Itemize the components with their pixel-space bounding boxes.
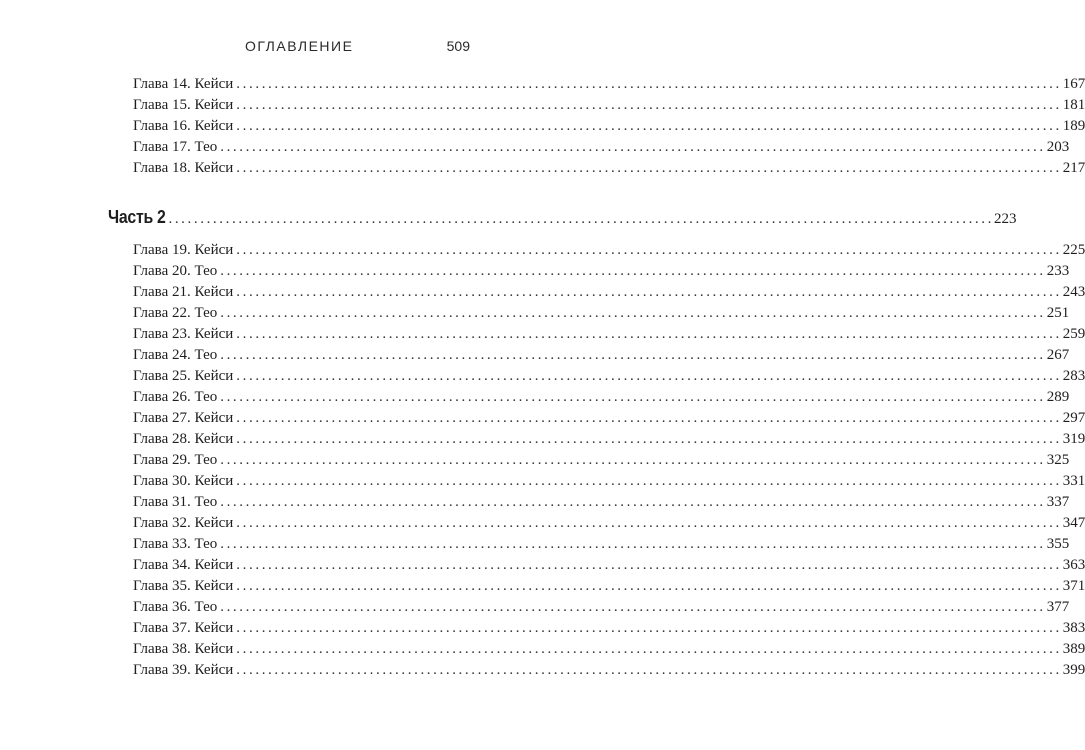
toc-entry-label: Глава 31. Тео xyxy=(133,494,218,510)
toc-entry-label: Глава 32. Кейси xyxy=(133,515,234,531)
toc-entry-page: 181 xyxy=(1062,97,1085,113)
toc-entry-label: Глава 26. Тео xyxy=(133,389,218,405)
toc-leader-dots: .................................................................................................................................. xyxy=(236,473,1062,489)
toc-entry-page: 267 xyxy=(1046,347,1070,363)
toc-entry-page: 363 xyxy=(1062,557,1085,573)
toc-entry-label: Глава 38. Кейси xyxy=(133,641,234,657)
toc-leader-dots: .................................................................................................................................. xyxy=(236,160,1062,176)
part-title: Часть 2 xyxy=(108,207,166,227)
toc-entry xyxy=(133,555,1085,575)
toc-entry xyxy=(133,639,1085,659)
toc-leader-dots: .................................................................................................................................. xyxy=(220,452,1046,468)
toc-leader-dots: .................................................................................................................................. xyxy=(236,662,1062,678)
toc-entry-page: 225 xyxy=(1062,242,1085,258)
toc-entry-page: 217 xyxy=(1062,160,1085,176)
toc-entry xyxy=(133,576,1085,596)
toc-entry-page: 259 xyxy=(1062,326,1085,342)
toc-leader-dots: .................................................................................................................................. xyxy=(236,620,1062,636)
toc-leader-dots: .................................................................................................................................. xyxy=(236,641,1062,657)
toc-entry xyxy=(133,303,1070,323)
toc-entry xyxy=(133,429,1085,449)
toc-entry xyxy=(133,387,1070,407)
toc-entry-page: 383 xyxy=(1062,620,1085,636)
toc-entry-page: 203 xyxy=(1046,139,1070,155)
toc-leader-dots: .................................................................................................................................. xyxy=(236,118,1062,134)
toc-entry xyxy=(133,366,1085,386)
toc-entry xyxy=(133,513,1085,533)
toc-entry-page: 289 xyxy=(1046,389,1070,405)
toc-leader-dots: .................................................................................................................................. xyxy=(236,578,1062,594)
toc-leader-dots: .................................................................................................................................. xyxy=(220,599,1046,615)
toc-entry-label: Глава 34. Кейси xyxy=(133,557,234,573)
toc-entry-label: Глава 30. Кейси xyxy=(133,473,234,489)
toc-entry-page: 389 xyxy=(1062,641,1085,657)
toc-entry-label: Глава 14. Кейси xyxy=(133,76,234,92)
running-head: ОГЛАВЛЕНИЕ xyxy=(245,38,354,54)
toc-leader-dots: .................................................................................................................................. xyxy=(236,557,1062,573)
toc-entry-page: 399 xyxy=(1062,662,1085,678)
toc-entry-page: 189 xyxy=(1062,118,1085,134)
toc-leader-dots: .................................................................................................................................. xyxy=(220,139,1046,155)
toc-entry-label: Глава 15. Кейси xyxy=(133,97,234,113)
toc-entry xyxy=(133,240,1085,260)
toc-entry-label: Глава 27. Кейси xyxy=(133,410,234,426)
toc-leader-dots: .................................................................................................................................. xyxy=(236,326,1062,342)
toc-entry-label: Глава 19. Кейси xyxy=(133,242,234,258)
toc-leader-dots: .................................................................................................................................. xyxy=(236,515,1062,531)
toc-entry-page: 331 xyxy=(1062,473,1085,489)
toc-entry-label: Глава 36. Тео xyxy=(133,599,218,615)
toc-entry xyxy=(133,116,1085,136)
toc-entry-label: Глава 25. Кейси xyxy=(133,368,234,384)
toc-entry-page: 283 xyxy=(1062,368,1085,384)
toc-entry-label: Глава 28. Кейси xyxy=(133,431,234,447)
toc-entry-page: 337 xyxy=(1046,494,1070,510)
toc-entry-label: Глава 29. Тео xyxy=(133,452,218,468)
toc-entry xyxy=(133,660,1085,680)
toc-entry xyxy=(133,618,1085,638)
toc-entry xyxy=(133,158,1085,178)
toc-entry-page: 325 xyxy=(1046,452,1070,468)
toc-entry-page: 319 xyxy=(1062,431,1085,447)
toc-leader-dots: .................................................................................................................................. xyxy=(220,494,1046,510)
toc-entry xyxy=(133,534,1070,554)
toc-entry-label: Глава 22. Тео xyxy=(133,305,218,321)
toc-entry xyxy=(133,492,1070,512)
toc-leader-dots: .................................................................................................................................. xyxy=(220,347,1046,363)
page-number: 509 xyxy=(446,38,470,54)
toc-entry xyxy=(133,345,1070,365)
part-page: 223 xyxy=(993,211,1017,227)
toc-entry xyxy=(133,261,1070,281)
toc-entry-page: 243 xyxy=(1062,284,1085,300)
toc-leader-dots: .................................................................................................................................. xyxy=(236,242,1062,258)
toc-entry-label: Глава 16. Кейси xyxy=(133,118,234,134)
toc-entry-label: Глава 24. Тео xyxy=(133,347,218,363)
toc-entry-label: Глава 37. Кейси xyxy=(133,620,234,636)
toc-entry xyxy=(133,408,1085,428)
toc-entry xyxy=(133,137,1070,157)
toc-entry-page: 347 xyxy=(1062,515,1085,531)
toc-entry xyxy=(133,450,1070,470)
toc-entry-label: Глава 35. Кейси xyxy=(133,578,234,594)
toc-entry xyxy=(133,95,1085,115)
toc-leader-dots: .................................................................................................................................. xyxy=(220,305,1046,321)
toc-entry xyxy=(133,74,1085,94)
toc-entry xyxy=(133,597,1070,617)
toc-leader-dots: .................................................................................................................................. xyxy=(236,368,1062,384)
toc-entry-label: Глава 23. Кейси xyxy=(133,326,234,342)
toc-entry-page: 297 xyxy=(1062,410,1085,426)
toc-leader-dots: .................................................................................................................................. xyxy=(236,284,1062,300)
toc-entry-label: Глава 20. Тео xyxy=(133,263,218,279)
toc-entry-label: Глава 18. Кейси xyxy=(133,160,234,176)
toc-entry-label: Глава 33. Тео xyxy=(133,536,218,552)
toc-entry-label: Глава 21. Кейси xyxy=(133,284,234,300)
toc-entry xyxy=(133,471,1085,491)
toc-entry-page: 167 xyxy=(1062,76,1085,92)
toc-leader-dots: .................................................................................................................................. xyxy=(236,431,1062,447)
toc-leader-dots: .................................................................................................................................. xyxy=(168,211,994,227)
toc-entry-label: Глава 17. Тео xyxy=(133,139,218,155)
toc-leader-dots: .................................................................................................................................. xyxy=(236,410,1062,426)
toc-entry xyxy=(133,324,1085,344)
toc-leader-dots: .................................................................................................................................. xyxy=(236,76,1062,92)
toc-part-heading xyxy=(108,205,1017,229)
toc-entry-page: 371 xyxy=(1062,578,1085,594)
toc-entry-page: 251 xyxy=(1046,305,1070,321)
toc-entry-page: 355 xyxy=(1046,536,1070,552)
toc-leader-dots: .................................................................................................................................. xyxy=(236,97,1062,113)
toc-leader-dots: .................................................................................................................................. xyxy=(220,536,1046,552)
toc-entry-page: 233 xyxy=(1046,263,1070,279)
toc-leader-dots: .................................................................................................................................. xyxy=(220,263,1046,279)
toc-entry-label: Глава 39. Кейси xyxy=(133,662,234,678)
toc-entry xyxy=(133,282,1085,302)
toc-entry-page: 377 xyxy=(1046,599,1070,615)
toc-leader-dots: .................................................................................................................................. xyxy=(220,389,1046,405)
